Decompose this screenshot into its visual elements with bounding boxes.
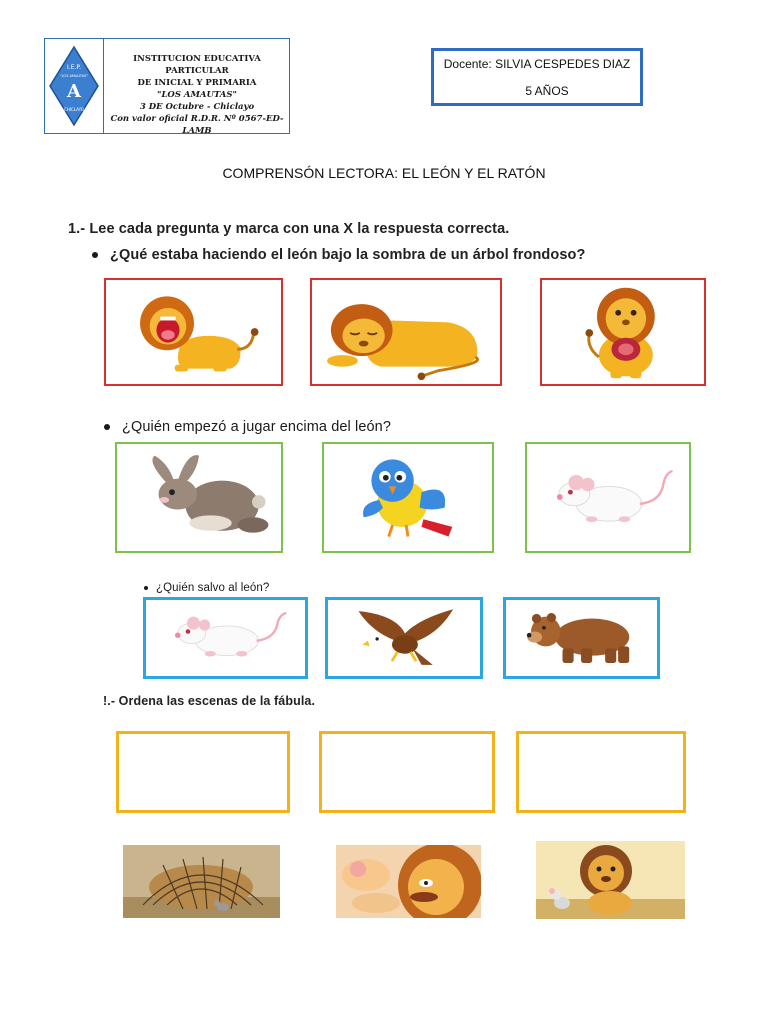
order-slot-1[interactable]: [116, 731, 290, 813]
teacher-name: Docente: SILVIA CESPEDES DIAZ: [443, 57, 631, 71]
school-line-3: "LOS AMAUTAS": [157, 90, 237, 100]
question-2: [104, 419, 391, 435]
bullet-icon: [144, 586, 148, 590]
scene-lion-and-mouse-friends[interactable]: [536, 841, 685, 919]
school-line-2: DE INICIAL Y PRIMARIA: [137, 78, 257, 88]
question-3-text: ¿Quién salvo al león?: [156, 582, 270, 594]
teacher-box: [431, 48, 643, 106]
question-1-text: ¿Qué estaba haciendo el león bajo la sombra de un árbol frondoso?: [110, 247, 586, 263]
bullet-icon: [104, 424, 110, 430]
eating-lion-icon: [542, 280, 704, 384]
scene-lion-in-net[interactable]: [123, 845, 280, 918]
order-slot-2[interactable]: [319, 731, 495, 813]
bird-icon: [324, 444, 492, 551]
logo-top-text: I.E.P.: [67, 64, 81, 71]
grade-level: 5 AÑOS: [525, 84, 569, 98]
order-slot-3[interactable]: [516, 731, 686, 813]
school-line-4: 3 DE Octubre - Chiclayo: [139, 102, 255, 112]
school-line-5: Con valor oficial R.D.R. Nº 0567-ED-LAMB: [110, 114, 284, 136]
school-info: [107, 53, 287, 137]
option-eating-lion[interactable]: [540, 278, 706, 386]
lion-with-mouse-scene-icon: [336, 845, 481, 918]
logo-bottom-text: CHICLAYO: [64, 107, 84, 112]
sleeping-lion-icon: [312, 280, 500, 384]
school-logo: [45, 39, 104, 133]
question-1: [92, 247, 585, 263]
question-3: [144, 582, 269, 594]
section-1-heading: 1.- Lee cada pregunta y marca con una X la respuesta correcta.: [68, 221, 510, 237]
option-mouse-saver[interactable]: [143, 597, 308, 679]
mouse-icon: [527, 444, 689, 551]
bear-icon: [506, 600, 657, 676]
roaring-lion-icon: [106, 280, 281, 384]
bullet-icon: [92, 252, 98, 258]
option-eagle[interactable]: [325, 597, 483, 679]
option-roaring-lion[interactable]: [104, 278, 283, 386]
eagle-icon: [328, 600, 480, 676]
section-2-heading: !.- Ordena las escenas de la fábula.: [103, 694, 316, 708]
option-bird[interactable]: [322, 442, 494, 553]
question-2-text: ¿Quién empezó a jugar encima del león?: [122, 419, 391, 435]
page-title: COMPRENSÓN LECTORA: EL LEÓN Y EL RATÓN: [222, 165, 546, 181]
mouse-icon: [146, 600, 305, 676]
rabbit-icon: [117, 444, 281, 551]
option-bear[interactable]: [503, 597, 660, 679]
diamond-logo-icon: [45, 39, 103, 133]
scene-lion-with-mouse[interactable]: [336, 845, 481, 918]
school-line-1: INSTITUCION EDUCATIVA PARTICULAR: [133, 54, 261, 76]
lion-and-mouse-friends-scene-icon: [536, 841, 685, 919]
option-rabbit[interactable]: [115, 442, 283, 553]
logo-letter: A: [67, 81, 81, 102]
option-mouse[interactable]: [525, 442, 691, 553]
logo-middle-text: "LOS AMAUTAS": [60, 74, 88, 78]
lion-in-net-scene-icon: [123, 845, 280, 918]
school-header: [44, 38, 290, 134]
option-sleeping-lion[interactable]: [310, 278, 502, 386]
